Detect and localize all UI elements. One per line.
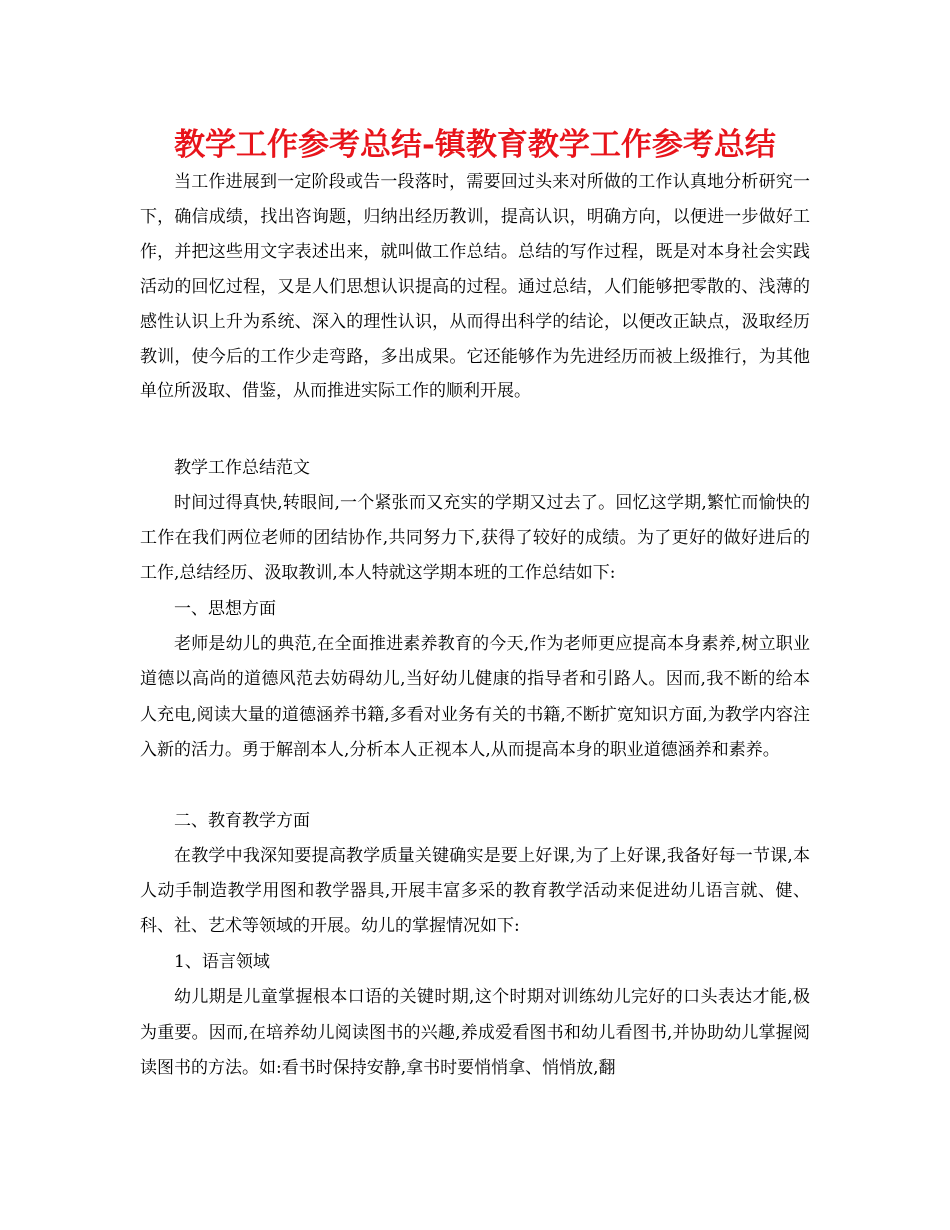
section-heading-ideas: 一、思想方面 bbox=[174, 599, 276, 619]
section-heading-sample: 教学工作总结范文 bbox=[174, 458, 310, 478]
document-title: 教学工作参考总结-镇教育教学工作参考总结 bbox=[174, 127, 776, 163]
paragraph-intro: 当工作进展到一定阶段或告一段落时，需要回过头来对所做的工作认真地分析研究一下，确信成绩，找出咨询题，归纳出经历教训，提高认识，明确方向，以便进一步做好工作，并把这些用文字表述出来，就叫做工作总结。总结的写作过程，既是对本身社会实践活动的回忆过程，又是人们思想认识提高的过程。通过总结，人们能够把零散的、浅薄的感性认识上升为系统、深入的理性认识，从而得出科学的结论，以便改正缺点，汲取经历教训，使今后的工作少走弯路，多出成果。它还能够作为先进经历而被上级推行，为其他单位所汲取、借鉴，从而推进实际工作的顺利开展。 bbox=[140, 172, 810, 402]
paragraph-education: 在教学中我深知要提高教学质量关键确实是要上好课,为了上好课,我备好每一节课,本人动手制造教学用图和教学器具,开展丰富多采的教育教学活动来促进幼儿语言就、健、科、社、艺术等领域的开展。幼儿的掌握情况如下: bbox=[140, 846, 810, 936]
paragraph-semester-summary: 时间过得真快,转眼间,一个紧张而又充实的学期又过去了。回忆这学期,繁忙而愉快的工作在我们两位老师的团结协作,共同努力下,获得了较好的成绩。为了更好的做好进后的工作,总结经历、汲取教训,本人特就这学期本班的工作总结如下: bbox=[140, 493, 810, 583]
section-heading-language: 1、语言领域 bbox=[174, 952, 270, 972]
section-heading-education: 二、教育教学方面 bbox=[174, 811, 310, 831]
paragraph-ideas: 老师是幼儿的典范,在全面推进素养教育的今天,作为老师更应提高本身素养,树立职业道德以高尚的道德风范去妨碍幼儿,当好幼儿健康的指导者和引路人。因而,我不断的给本人充电,阅读大量的道德涵养书籍,多看对业务有关的书籍,不断扩宽知识方面,为教学内容注入新的活力。勇于解剖本人,分析本人正视本人,从而提高本身的职业道德涵养和素养。 bbox=[140, 634, 810, 761]
paragraph-language: 幼儿期是儿童掌握根本口语的关键时期,这个时期对训练幼儿完好的口头表达才能,极为重要。因而,在培养幼儿阅读图书的兴趣,养成爱看图书和幼儿看图书,并协助幼儿掌握阅读图书的方法。如:看书时保持安静,拿书时要悄悄拿、悄悄放,翻 bbox=[140, 987, 810, 1078]
